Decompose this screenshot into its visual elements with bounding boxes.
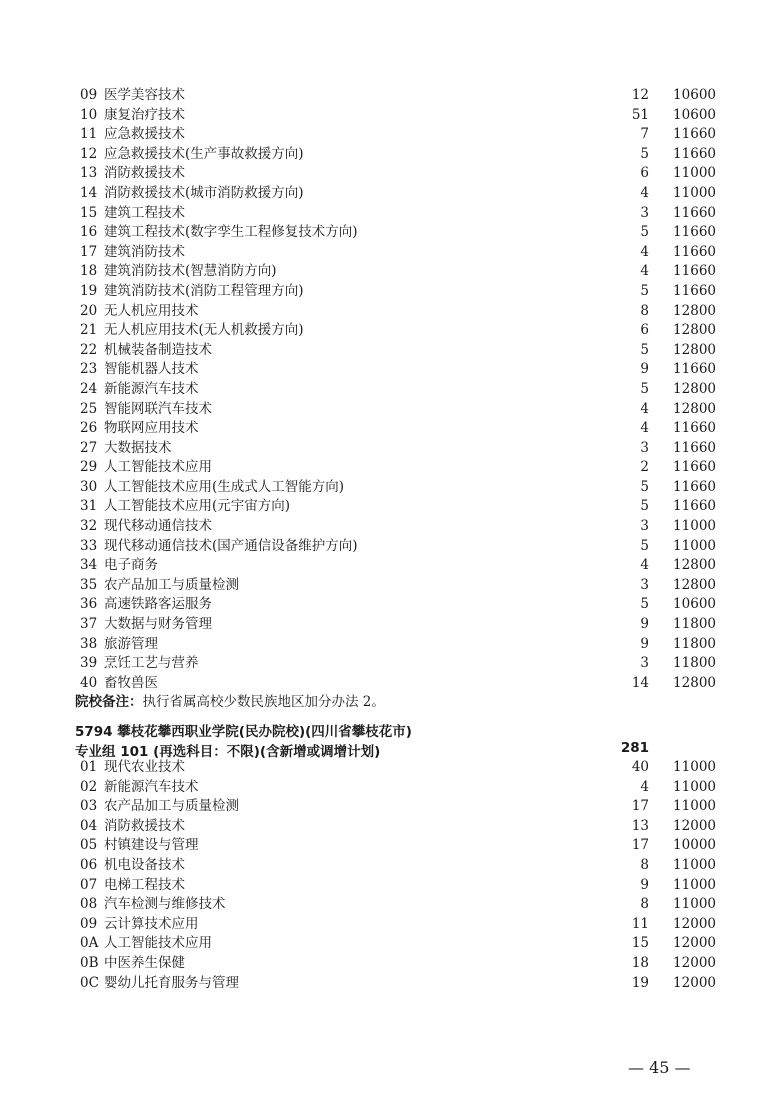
major-name: 新能源汽车技术 [104, 778, 199, 795]
tuition-fee: 11000 [673, 537, 716, 554]
enrollment-count: 5 [640, 537, 649, 554]
enrollment-count: 11 [631, 915, 649, 932]
major-row [0, 223, 777, 243]
enrollment-count: 19 [631, 974, 649, 991]
major-row [0, 876, 777, 896]
major-code: 14 [80, 184, 98, 201]
major-code: 26 [80, 420, 98, 437]
major-code: 18 [80, 263, 98, 280]
page-number: — 45 — [628, 1058, 691, 1077]
tuition-fee: 11660 [673, 361, 716, 378]
enrollment-count: 5 [640, 224, 649, 241]
major-row [0, 595, 777, 615]
major-code: 15 [80, 204, 98, 221]
major-row [0, 556, 777, 576]
major-name: 人工智能技术应用(元宇宙方向) [104, 498, 291, 515]
major-row [0, 478, 777, 498]
major-code: 09 [80, 915, 98, 932]
major-row [0, 635, 777, 655]
major-name: 人工智能技术应用 [104, 459, 212, 476]
major-code: 0C [80, 974, 99, 991]
major-row [0, 895, 777, 915]
major-name: 现代移动通信技术(国产通信设备维护方向) [104, 537, 358, 554]
major-list-section-2 [0, 758, 777, 993]
major-name: 旅游管理 [104, 635, 158, 652]
enrollment-count: 4 [640, 263, 649, 280]
major-name: 建筑消防技术(智慧消防方向) [104, 263, 277, 280]
major-name: 消防救援技术 [104, 817, 185, 834]
major-code: 04 [80, 817, 98, 834]
major-row [0, 458, 777, 478]
tuition-fee: 11660 [673, 282, 716, 299]
major-name: 高速铁路客运服务 [104, 596, 212, 613]
school-remarks [75, 690, 385, 710]
enrollment-count: 2 [640, 459, 649, 476]
enrollment-count: 3 [640, 655, 649, 672]
major-code: 01 [80, 759, 98, 775]
major-name: 机械装备制造技术 [104, 341, 212, 358]
enrollment-count: 4 [640, 184, 649, 201]
major-code: 10 [80, 106, 98, 123]
major-name: 康复治疗技术 [104, 106, 185, 123]
major-name: 新能源汽车技术 [104, 380, 199, 397]
enrollment-count: 5 [640, 498, 649, 515]
major-code: 33 [80, 537, 98, 554]
major-row [0, 106, 777, 126]
major-code: 07 [80, 876, 98, 893]
major-row [0, 797, 777, 817]
major-name: 现代农业技术 [104, 759, 185, 775]
tuition-fee: 10600 [673, 596, 716, 613]
enrollment-count: 9 [640, 876, 649, 893]
major-name: 烹饪工艺与营养 [104, 655, 199, 672]
school-heading: 5794 攀枝花攀西职业学院(民办院校)(四川省攀枝花市) [75, 724, 412, 740]
tuition-fee: 11800 [673, 635, 716, 652]
major-name: 医学美容技术 [104, 87, 185, 103]
tuition-fee: 11660 [673, 439, 716, 456]
major-row [0, 576, 777, 596]
major-code: 32 [80, 518, 98, 535]
tuition-fee: 11660 [673, 126, 716, 143]
tuition-fee: 11660 [673, 243, 716, 260]
major-group-heading: 专业组 101 (再选科目：不限)(含新增或调增计划) [75, 744, 381, 760]
enrollment-count: 14 [631, 674, 649, 691]
major-code: 17 [80, 243, 98, 260]
enrollment-count: 4 [640, 778, 649, 795]
tuition-fee: 11660 [673, 224, 716, 241]
major-code: 09 [80, 87, 98, 103]
tuition-fee: 11000 [673, 778, 716, 795]
major-name: 农产品加工与质量检测 [104, 798, 239, 815]
major-code: 0A [80, 935, 99, 952]
major-code: 05 [80, 837, 98, 854]
major-code: 03 [80, 798, 98, 815]
major-code: 25 [80, 400, 98, 417]
major-row [0, 282, 777, 302]
tuition-fee: 11660 [673, 478, 716, 495]
tuition-fee: 12800 [673, 557, 716, 574]
tuition-fee: 12800 [673, 380, 716, 397]
enrollment-count: 5 [640, 341, 649, 358]
major-row [0, 341, 777, 361]
major-code: 38 [80, 635, 98, 652]
tuition-fee: 12000 [673, 954, 716, 971]
enrollment-count: 8 [640, 302, 649, 319]
major-name: 建筑工程技术(数字孪生工程修复技术方向) [104, 224, 358, 241]
major-code: 34 [80, 557, 98, 574]
major-row [0, 164, 777, 184]
major-code: 40 [80, 674, 98, 691]
major-row [0, 125, 777, 145]
major-name: 人工智能技术应用 [104, 935, 212, 952]
major-code: 22 [80, 341, 98, 358]
tuition-fee: 12000 [673, 935, 716, 952]
major-row [0, 204, 777, 224]
enrollment-count: 3 [640, 518, 649, 535]
enrollment-count: 40 [631, 759, 649, 775]
enrollment-count: 3 [640, 439, 649, 456]
major-row [0, 974, 777, 994]
tuition-fee: 11660 [673, 145, 716, 162]
enrollment-count: 5 [640, 596, 649, 613]
tuition-fee: 11660 [673, 459, 716, 476]
enrollment-count: 5 [640, 478, 649, 495]
major-code: 31 [80, 498, 98, 515]
tuition-fee: 12800 [673, 341, 716, 358]
major-name: 无人机应用技术 [104, 302, 199, 319]
major-row [0, 400, 777, 420]
major-row [0, 517, 777, 537]
major-name: 婴幼儿托育服务与管理 [104, 974, 239, 991]
major-group-count: 281 [620, 740, 649, 756]
tuition-fee: 12800 [673, 302, 716, 319]
major-row [0, 86, 777, 106]
enrollment-count: 6 [640, 165, 649, 182]
tuition-fee: 10600 [673, 106, 716, 123]
tuition-fee: 11800 [673, 655, 716, 672]
major-name: 村镇建设与管理 [104, 837, 199, 854]
tuition-fee: 11660 [673, 420, 716, 437]
major-code: 37 [80, 616, 98, 633]
major-name: 消防救援技术 [104, 165, 185, 182]
enrollment-count: 15 [631, 935, 649, 952]
enrollment-count: 8 [640, 856, 649, 873]
major-name: 应急救援技术 [104, 126, 185, 143]
major-name: 无人机应用技术(无人机救援方向) [104, 322, 304, 339]
remarks-text: 执行省属高校少数民族地区加分办法 2。 [142, 694, 385, 710]
enrollment-count: 9 [640, 361, 649, 378]
major-list-section-1 [0, 86, 777, 693]
major-row [0, 537, 777, 557]
enrollment-count: 17 [631, 798, 649, 815]
tuition-fee: 11660 [673, 263, 716, 280]
major-code: 27 [80, 439, 98, 456]
major-name: 物联网应用技术 [104, 420, 199, 437]
major-row [0, 262, 777, 282]
major-row [0, 145, 777, 165]
tuition-fee: 11000 [673, 798, 716, 815]
major-code: 30 [80, 478, 98, 495]
major-code: 36 [80, 596, 98, 613]
major-code: 24 [80, 380, 98, 397]
major-code: 19 [80, 282, 98, 299]
tuition-fee: 11660 [673, 204, 716, 221]
major-row [0, 954, 777, 974]
major-name: 电梯工程技术 [104, 876, 185, 893]
major-code: 23 [80, 361, 98, 378]
major-name: 人工智能技术应用(生成式人工智能方向) [104, 478, 345, 495]
major-row [0, 778, 777, 798]
major-row [0, 856, 777, 876]
tuition-fee: 12000 [673, 915, 716, 932]
major-row [0, 380, 777, 400]
tuition-fee: 11000 [673, 518, 716, 535]
enrollment-count: 51 [631, 106, 649, 123]
enrollment-count: 17 [631, 837, 649, 854]
enrollment-count: 18 [631, 954, 649, 971]
tuition-fee: 11000 [673, 759, 716, 775]
major-row [0, 184, 777, 204]
major-row [0, 302, 777, 322]
major-name: 中医养生保健 [104, 954, 185, 971]
enrollment-count: 5 [640, 282, 649, 299]
major-row [0, 654, 777, 674]
enrollment-count: 4 [640, 420, 649, 437]
enrollment-count: 6 [640, 322, 649, 339]
tuition-fee: 10600 [673, 87, 716, 103]
major-name: 畜牧兽医 [104, 674, 158, 691]
major-name: 消防救援技术(城市消防救援方向) [104, 184, 304, 201]
tuition-fee: 11000 [673, 896, 716, 913]
major-name: 建筑消防技术 [104, 243, 185, 260]
tuition-fee: 10000 [673, 837, 716, 854]
major-name: 智能网联汽车技术 [104, 400, 212, 417]
major-name: 汽车检测与维修技术 [104, 896, 226, 913]
major-name: 建筑工程技术 [104, 204, 185, 221]
tuition-fee: 12800 [673, 674, 716, 691]
tuition-fee: 12800 [673, 400, 716, 417]
major-row [0, 836, 777, 856]
major-row [0, 419, 777, 439]
major-row [0, 321, 777, 341]
tuition-fee: 12800 [673, 576, 716, 593]
major-name: 大数据与财务管理 [104, 616, 212, 633]
remarks-label: 院校备注： [75, 694, 143, 710]
tuition-fee: 12000 [673, 817, 716, 834]
major-name: 电子商务 [104, 557, 158, 574]
major-name: 云计算技术应用 [104, 915, 199, 932]
enrollment-count: 4 [640, 400, 649, 417]
major-code: 08 [80, 896, 98, 913]
enrollment-count: 3 [640, 576, 649, 593]
major-code: 21 [80, 322, 98, 339]
enrollment-count: 5 [640, 145, 649, 162]
major-row [0, 360, 777, 380]
tuition-fee: 12800 [673, 322, 716, 339]
major-row [0, 439, 777, 459]
major-name: 智能机器人技术 [104, 361, 199, 378]
major-name: 机电设备技术 [104, 856, 185, 873]
major-name: 农产品加工与质量检测 [104, 576, 239, 593]
major-row [0, 817, 777, 837]
major-code: 11 [80, 126, 98, 143]
tuition-fee: 11800 [673, 616, 716, 633]
major-code: 20 [80, 302, 98, 319]
major-name: 大数据技术 [104, 439, 172, 456]
enrollment-count: 8 [640, 896, 649, 913]
tuition-fee: 11660 [673, 498, 716, 515]
enrollment-count: 13 [631, 817, 649, 834]
tuition-fee: 11000 [673, 856, 716, 873]
major-row [0, 758, 777, 778]
tuition-fee: 11000 [673, 876, 716, 893]
tuition-fee: 11000 [673, 184, 716, 201]
major-row [0, 243, 777, 263]
enrollment-count: 4 [640, 557, 649, 574]
major-name: 现代移动通信技术 [104, 518, 212, 535]
enrollment-count: 9 [640, 635, 649, 652]
enrollment-count: 12 [631, 87, 649, 103]
major-code: 12 [80, 145, 98, 162]
major-code: 39 [80, 655, 98, 672]
major-code: 16 [80, 224, 98, 241]
enrollment-count: 3 [640, 204, 649, 221]
major-row [0, 497, 777, 517]
tuition-fee: 12000 [673, 974, 716, 991]
major-code: 29 [80, 459, 98, 476]
major-code: 13 [80, 165, 98, 182]
enrollment-count: 9 [640, 616, 649, 633]
major-code: 0B [80, 954, 99, 971]
major-row [0, 934, 777, 954]
major-code: 35 [80, 576, 98, 593]
tuition-fee: 11000 [673, 165, 716, 182]
major-row [0, 615, 777, 635]
major-name: 应急救援技术(生产事故救援方向) [104, 145, 304, 162]
major-name: 建筑消防技术(消防工程管理方向) [104, 282, 304, 299]
enrollment-count: 5 [640, 380, 649, 397]
major-code: 06 [80, 856, 98, 873]
major-row [0, 915, 777, 935]
enrollment-count: 7 [640, 126, 649, 143]
enrollment-count: 4 [640, 243, 649, 260]
major-code: 02 [80, 778, 98, 795]
